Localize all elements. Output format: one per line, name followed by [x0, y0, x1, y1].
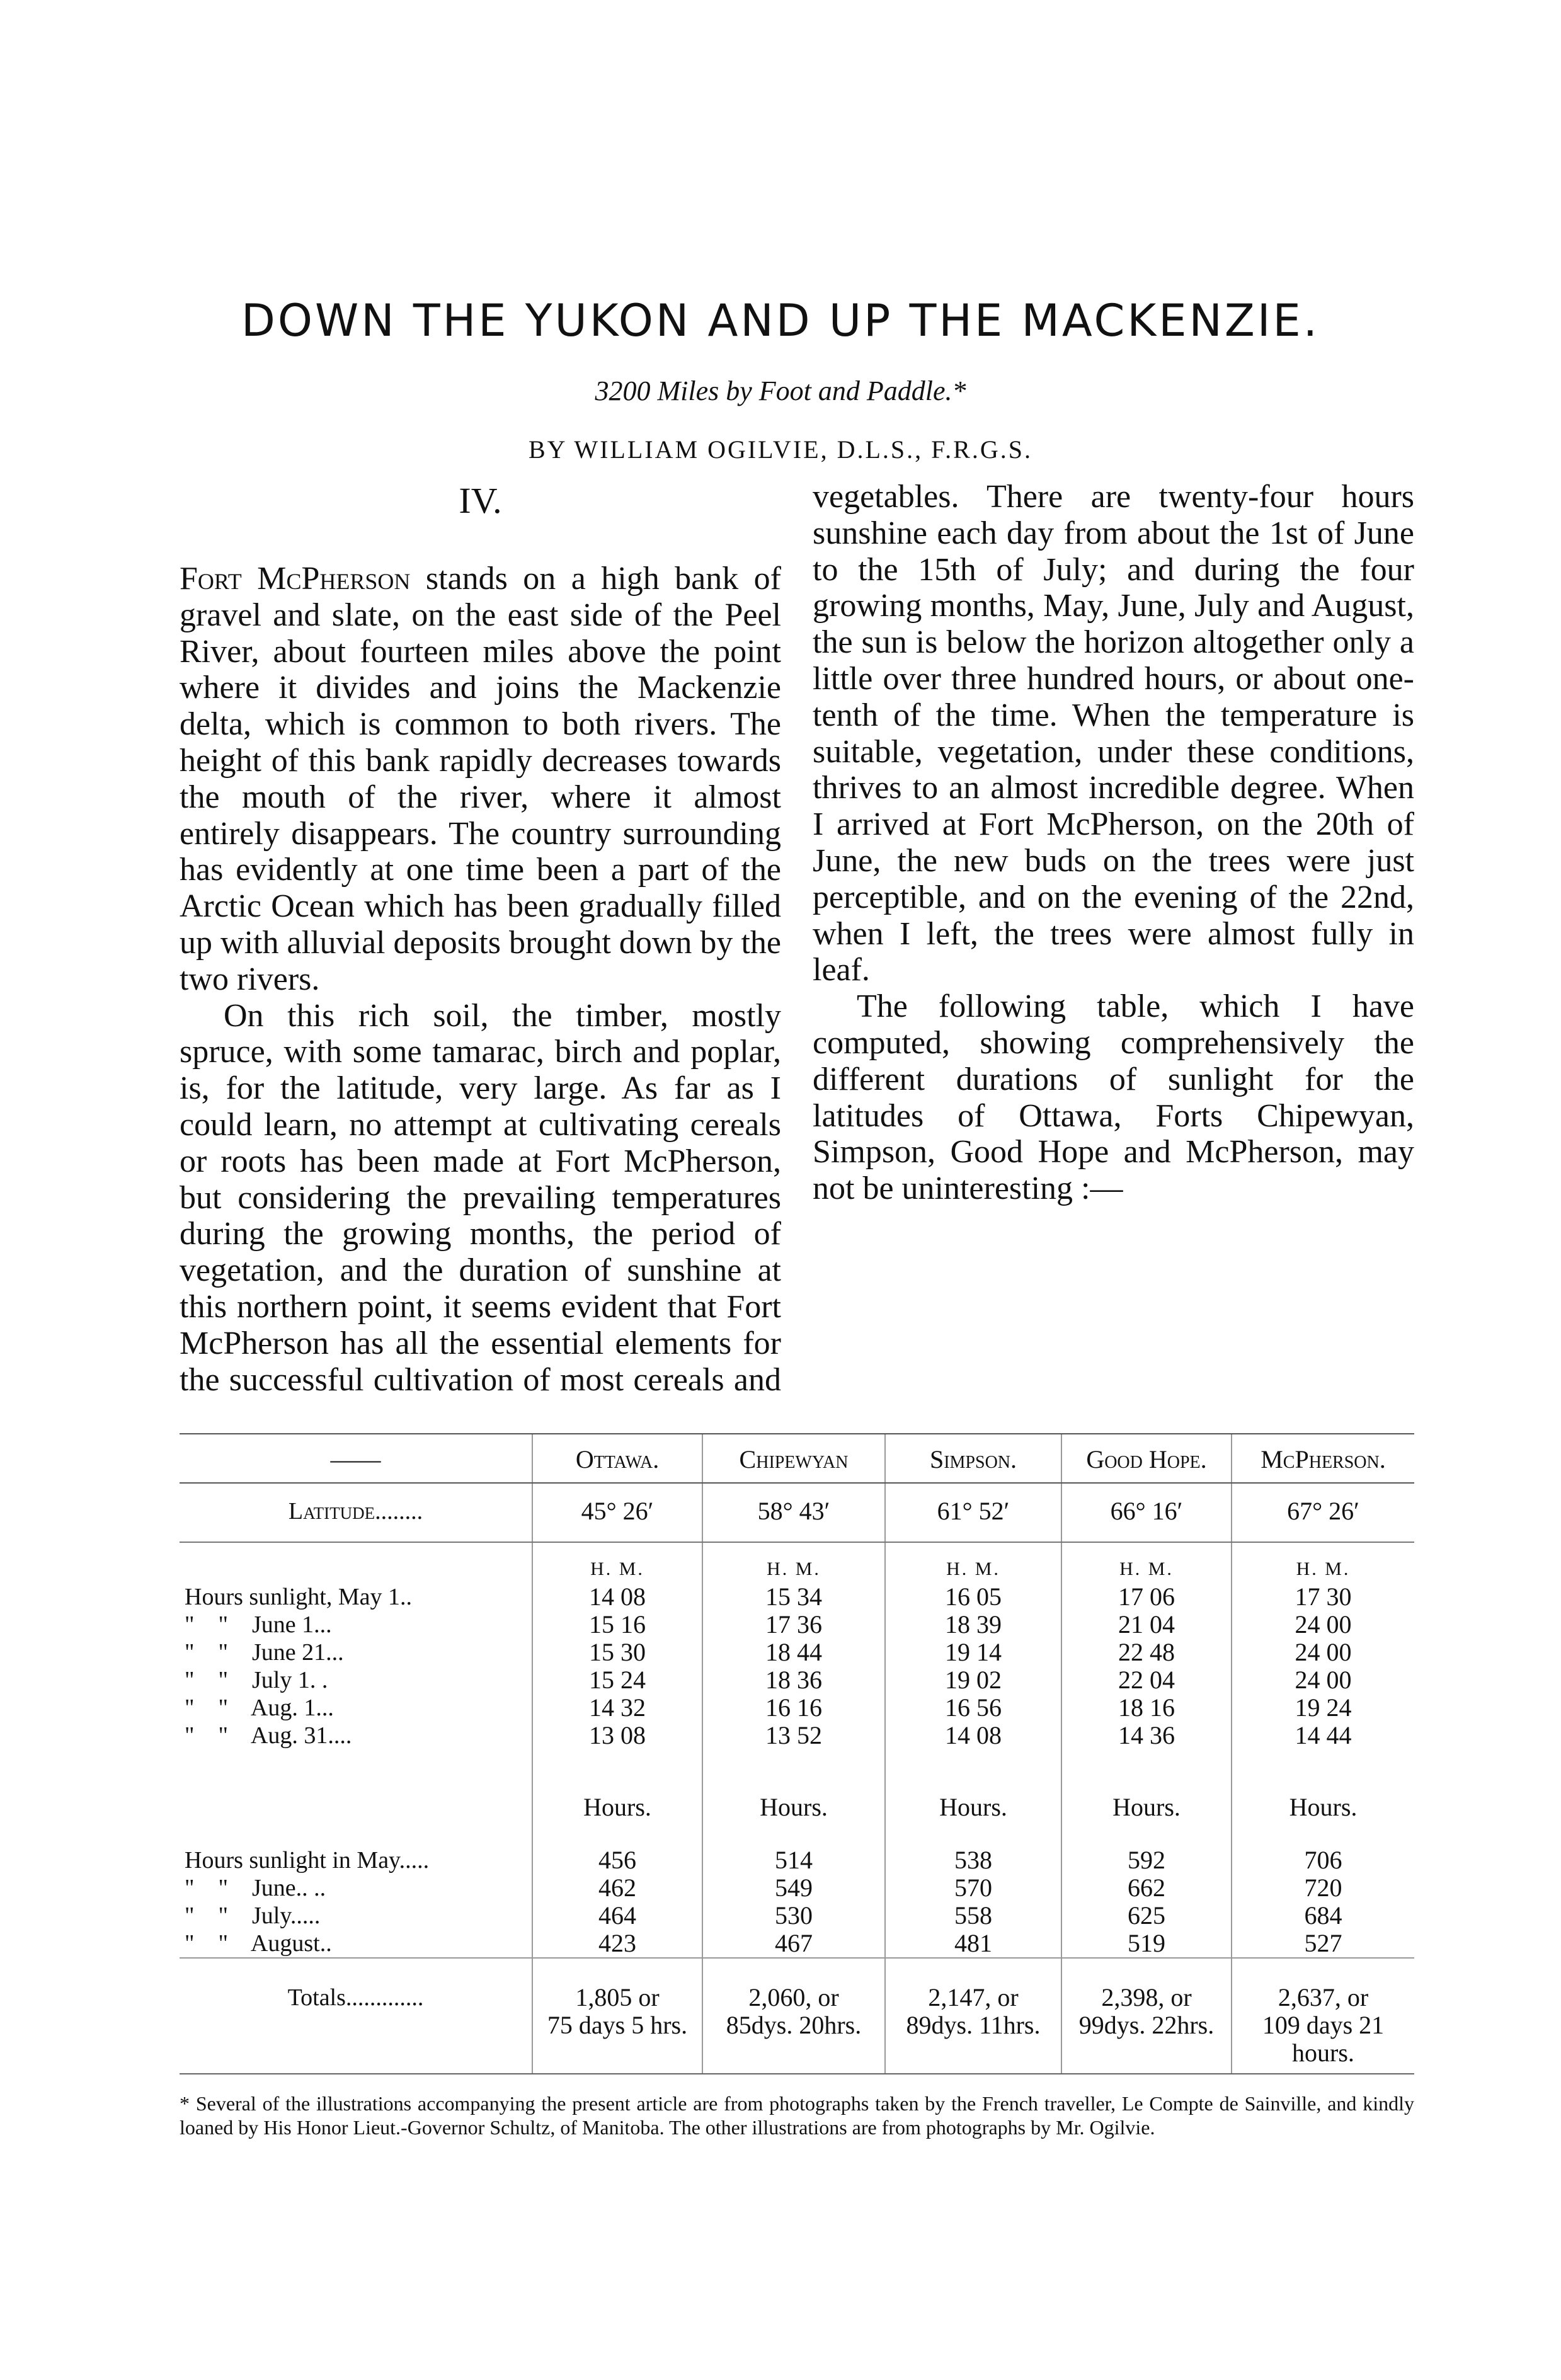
table-cell: Hours.	[702, 1749, 885, 1846]
article-title: DOWN THE YUKON AND UP THE MACKENZIE.	[241, 295, 1320, 346]
row-label: " " June.. ..	[185, 1875, 326, 1901]
table-cell: Hours.	[532, 1749, 702, 1846]
latitude-cell: 58° 43′	[702, 1483, 885, 1542]
table-cell: 527	[1232, 1930, 1414, 1958]
table-cell: 24 00	[1232, 1666, 1414, 1694]
unit-cell: H. M.	[1232, 1555, 1414, 1583]
totals-days: 75 days 5 hrs.	[547, 2011, 688, 2039]
table-cell: 15 30	[532, 1639, 702, 1666]
table-cell: 19 14	[885, 1639, 1061, 1666]
table-cell: 16 16	[702, 1694, 885, 1722]
row-label: " " July 1. .	[185, 1667, 328, 1693]
header-dash: ——	[180, 1434, 532, 1483]
table-cell: 538	[885, 1846, 1061, 1874]
totals-days: 85dys. 20hrs.	[726, 2011, 862, 2039]
table-cell: 21 04	[1061, 1611, 1232, 1639]
table-cell: 17 36	[702, 1611, 885, 1639]
unit-cell: H. M.	[885, 1555, 1061, 1583]
author-byline: BY WILLIAM OGILVIE, D.L.S., F.R.G.S.	[529, 435, 1032, 464]
unit-cell: H. M.	[702, 1555, 885, 1583]
totals-cell	[1061, 1958, 1232, 2074]
table-cell: 14 44	[1232, 1722, 1414, 1749]
table-cell: 14 08	[532, 1583, 702, 1611]
table-cell: 14 08	[885, 1722, 1061, 1749]
row-label	[180, 1749, 532, 1846]
unit-cell: H. M.	[532, 1555, 702, 1583]
table-cell: 570	[885, 1874, 1061, 1902]
row-label: " " June 21...	[185, 1639, 344, 1666]
daily-sunlight-row	[180, 1583, 1414, 1611]
table-cell: 18 39	[885, 1611, 1061, 1639]
table-cell: 15 16	[532, 1611, 702, 1639]
table-cell: 720	[1232, 1874, 1414, 1902]
monthly-sunlight-row	[180, 1902, 1414, 1930]
table-cell: 558	[885, 1902, 1061, 1930]
totals-row	[180, 1958, 1414, 2074]
table-cell: 18 16	[1061, 1694, 1232, 1722]
footnote: * Several of the illustrations accompanying the present article are from photographs taken by the French traveller, Le Compte de Sainville, and kindly loaned by His Honor Lieut.-Governor Schultz, of Manitoba. The other illustrations are from photographs by Mr. Ogilvie.	[180, 2092, 1414, 2139]
table-cell: 18 44	[702, 1639, 885, 1666]
column-header: McPherson.	[1232, 1434, 1414, 1483]
latitude-cell: 67° 26′	[1232, 1483, 1414, 1542]
hours-unit-row	[180, 1749, 1414, 1846]
latitude-row	[180, 1483, 1414, 1542]
row-label: " " Aug. 31....	[185, 1722, 352, 1749]
paragraph-3: The following table, which I have computed, showing comprehensively the different durations of sunlight for the latitudes of Ottawa, Forts Chipewyan, Simpson, Good Hope and McPherson, may not be uninteresting :—	[813, 988, 1414, 1207]
row-label: " " June 1...	[185, 1611, 332, 1638]
table-cell: 22 04	[1061, 1666, 1232, 1694]
latitude-cell: 66° 16′	[1061, 1483, 1232, 1542]
table-cell: 17 06	[1061, 1583, 1232, 1611]
table-cell: 549	[702, 1874, 885, 1902]
table-cell: 514	[702, 1846, 885, 1874]
table-cell: 706	[1232, 1846, 1414, 1874]
table-cell: Hours.	[1232, 1749, 1414, 1846]
column-header: Good Hope.	[1061, 1434, 1232, 1483]
table-cell: 15 24	[532, 1666, 702, 1694]
totals-hours: 2,637, or	[1278, 1983, 1369, 2011]
text-column-right	[813, 479, 1414, 1207]
table-cell: 19 24	[1232, 1694, 1414, 1722]
table-cell: 17 30	[1232, 1583, 1414, 1611]
monthly-sunlight-row	[180, 1846, 1414, 1874]
table-cell: 16 56	[885, 1694, 1061, 1722]
daily-sunlight-row	[180, 1722, 1414, 1749]
totals-cell	[702, 1958, 885, 2074]
table-cell: Hours.	[1061, 1749, 1232, 1846]
latitude-cell: 61° 52′	[885, 1483, 1061, 1542]
table-cell: 456	[532, 1846, 702, 1874]
totals-hours: 1,805 or	[575, 1983, 660, 2011]
table-cell: 519	[1061, 1930, 1232, 1958]
row-label: Hours sunlight, May 1..	[185, 1584, 412, 1610]
row-label: Hours sunlight in May.....	[185, 1847, 430, 1874]
table-cell: 24 00	[1232, 1639, 1414, 1666]
row-label: " " August..	[185, 1930, 332, 1957]
table-cell: 530	[702, 1902, 885, 1930]
totals-days: 99dys. 22hrs.	[1078, 2011, 1215, 2039]
table-cell: Hours.	[885, 1749, 1061, 1846]
totals-cell	[532, 1958, 702, 2074]
table-cell: 18 36	[702, 1666, 885, 1694]
table-cell: 14 32	[532, 1694, 702, 1722]
latitude-label: Latitude........	[180, 1483, 532, 1542]
table-cell: 24 00	[1232, 1611, 1414, 1639]
table-cell: 22 48	[1061, 1639, 1232, 1666]
daily-sunlight-row	[180, 1694, 1414, 1722]
totals-hours: 2,060, or	[748, 1983, 839, 2011]
table-cell: 467	[702, 1930, 885, 1958]
table-cell: 592	[1061, 1846, 1232, 1874]
table-cell: 462	[532, 1874, 702, 1902]
row-label: " " July.....	[185, 1902, 321, 1929]
table-cell: 481	[885, 1930, 1061, 1958]
paragraph-1: Fort McPherson stands on a high bank of gravel and slate, on the east side of the Peel River, about fourteen miles above the point where it divides and joins the Mackenzie delta, which is common to both rivers. The height of this bank rapidly decreases towards the mouth of the river, where it almost entirely disappears. The country surrounding has evidently at one time been a part of the Arctic Ocean which has been gradually filled up with alluvial deposits brought down by the two rivers.	[180, 561, 781, 997]
table-cell: 14 36	[1061, 1722, 1232, 1749]
table-cell: 19 02	[885, 1666, 1061, 1694]
table-cell: 13 08	[532, 1722, 702, 1749]
totals-days: 89dys. 11hrs.	[906, 2011, 1041, 2039]
totals-cell	[1232, 1958, 1414, 2074]
sunlight-table	[180, 1433, 1414, 2074]
table-cell: 662	[1061, 1874, 1232, 1902]
paragraph-2: On this rich soil, the timber, mostly spruce, with some tamarac, birch and poplar, is, for the latitude, very large. As far as I could learn, no attempt at cultivating cereals or roots has been made at Fort McPherson, but considering the prevailing temperatures during the growing months, the period of vegetation, and the duration of sunshine at this northern point, it seems evident that Fort McPherson has all the essential elements for the successful cultivation of most cereals and	[180, 997, 781, 1398]
totals-cell	[885, 1958, 1061, 2074]
article-subtitle: 3200 Miles by Foot and Paddle.*	[595, 375, 966, 406]
daily-sunlight-row	[180, 1639, 1414, 1666]
column-header: Simpson.	[885, 1434, 1061, 1483]
table-header-row	[180, 1434, 1414, 1483]
daily-sunlight-row	[180, 1611, 1414, 1639]
part-number: IV.	[459, 480, 502, 521]
paragraph-2-continued: vegetables. There are twenty-four hours sunshine each day from about the 1st of June to the 15th of July; and during the four growing months, May, June, July and August, the sun is below the horizon altogether only a little over three hundred hours, or about one-tenth of the time. When the temperature is suitable, vegetation, under these conditions, thrives to an almost incredible degree. When I arrived at Fort McPherson, on the 20th of June, the new buds on the trees were just perceptible, and on the evening of the 22nd, when I left, the trees were almost fully in leaf.	[813, 479, 1414, 988]
unit-cell: H. M.	[1061, 1555, 1232, 1583]
row-label: " " Aug. 1...	[185, 1695, 334, 1721]
table-cell: 13 52	[702, 1722, 885, 1749]
table-cell: 625	[1061, 1902, 1232, 1930]
table-cell: 16 05	[885, 1583, 1061, 1611]
column-header: Chipewyan	[702, 1434, 885, 1483]
monthly-sunlight-row	[180, 1874, 1414, 1902]
table-cell: 15 34	[702, 1583, 885, 1611]
column-header: Ottawa.	[532, 1434, 702, 1483]
lead-in: Fort McPherson	[180, 561, 426, 597]
monthly-sunlight-row	[180, 1930, 1414, 1958]
daily-sunlight-row	[180, 1666, 1414, 1694]
totals-hours: 2,398, or	[1101, 1983, 1192, 2011]
totals-days: 109 days 21 hours.	[1262, 2011, 1385, 2067]
unit-row	[180, 1555, 1414, 1583]
table-cell: 423	[532, 1930, 702, 1958]
totals-hours: 2,147, or	[928, 1983, 1019, 2011]
text-column-left	[180, 479, 781, 1398]
table-cell: 684	[1232, 1902, 1414, 1930]
latitude-cell: 45° 26′	[532, 1483, 702, 1542]
totals-label: Totals.............	[180, 1958, 532, 2074]
table-cell: 464	[532, 1902, 702, 1930]
